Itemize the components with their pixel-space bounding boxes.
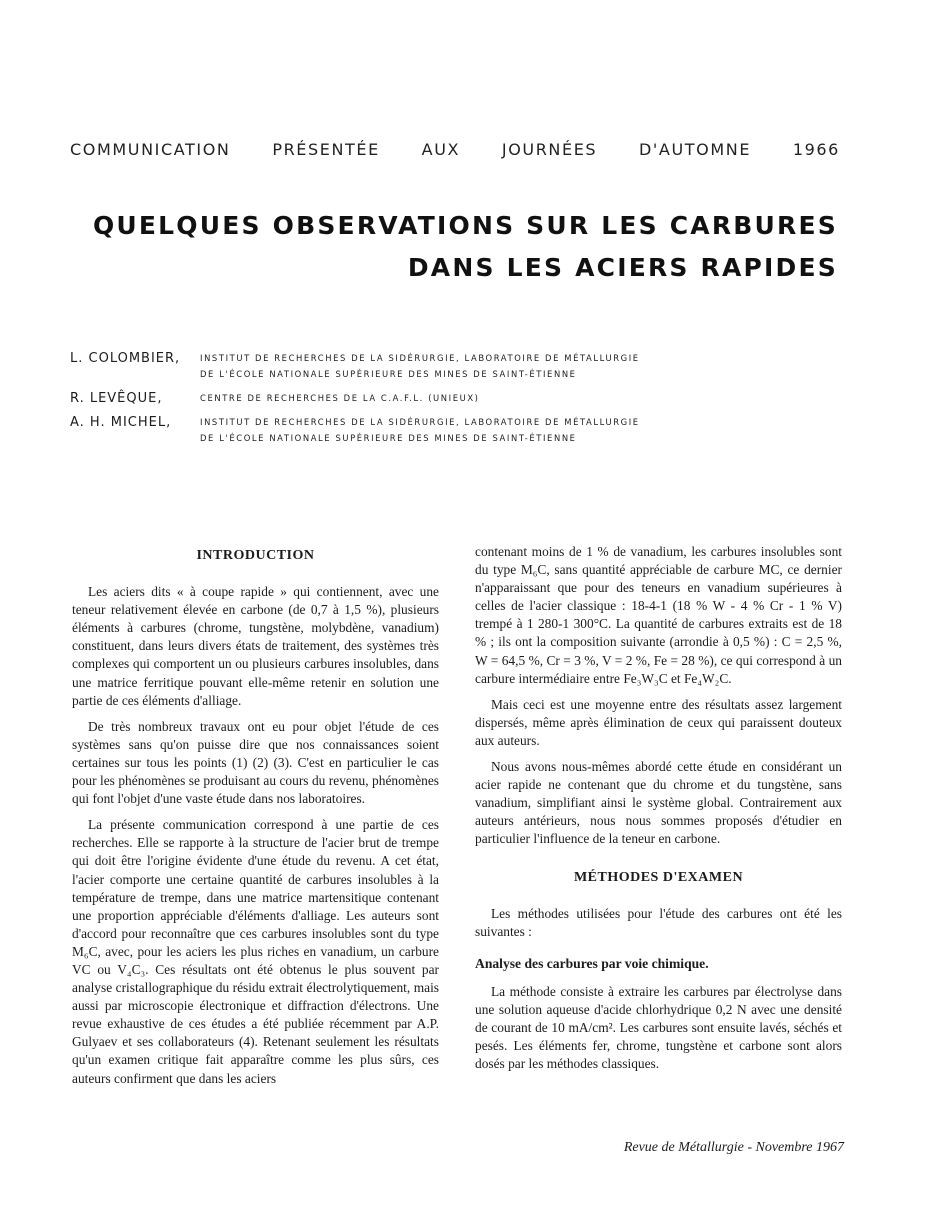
- author-name: L. COLOMBIER,: [70, 351, 181, 366]
- affiliation-line: DE L'ÉCOLE NATIONALE SUPÉRIEURE DES MINES DE SAINT-ÉTIENNE: [200, 369, 577, 379]
- right-column: [475, 543, 842, 1081]
- conference-header: [70, 140, 840, 159]
- journal-footer: Revue de Métallurgie - Novembre 1967: [623, 1140, 844, 1155]
- section-heading-introduction: INTRODUCTION: [196, 548, 315, 563]
- body-paragraph: La méthode consiste à extraire les carbures par électrolyse dans une solution aqueuse d'acide chlorhydrique 0,2 N avec une densité de courant de 10 mA/cm². Les carbures sont ensuite lavés, séchés et pesés. Les éléments fer, chrome, tungstène et carbone sont alors dosés par les méthodes classiques.: [475, 983, 842, 1072]
- title-line-1: QUELQUES OBSERVATIONS SUR LES CARBURES: [92, 211, 838, 240]
- body-paragraph: Mais ceci est une moyenne entre des résultats assez largement dispersés, même après élimination de ceux qui paraissent douteux aux auteurs.: [475, 696, 842, 748]
- author-name: R. LEVÊQUE,: [70, 391, 163, 406]
- affiliation-line: CENTRE DE RECHERCHES DE LA C.A.F.L. (UNIEUX): [200, 393, 480, 403]
- body-paragraph: Nous avons nous-mêmes abordé cette étude en considérant un acier rapide ne contenant que du chrome et du tungstène, sans vanadium, simplifiant ainsi le système global. Contrairement aux auteurs antérieurs, nous nous sommes proposés d'étudier en particulier l'influence de la teneur en carbone.: [475, 759, 842, 847]
- header-word: AUX: [421, 140, 461, 159]
- section-heading-methods: MÉTHODES D'EXAMEN: [573, 869, 744, 885]
- header-word: JOURNÉES: [501, 140, 598, 159]
- body-paragraph: Les méthodes utilisées pour l'étude des carbures ont été les suivantes :: [475, 905, 842, 939]
- author-entry: [70, 350, 640, 382]
- author-list: [70, 350, 640, 454]
- title-line-2: DANS LES ACIERS RAPIDES: [407, 253, 838, 282]
- affiliation-line: INSTITUT DE RECHERCHES DE LA SIDÉRURGIE, LABORATOIRE DE MÉTALLURGIE: [200, 417, 640, 427]
- affiliation-line: INSTITUT DE RECHERCHES DE LA SIDÉRURGIE, LABORATOIRE DE MÉTALLURGIE: [200, 353, 640, 363]
- author-affiliation: [200, 390, 480, 406]
- header-word: D'AUTOMNE: [639, 140, 752, 159]
- body-paragraph: De très nombreux travaux ont eu pour objet l'étude de ces systèmes sans qu'on puisse dire que nos connaissances soient certaines sur tous les points (1) (2) (3). C'est en particulier le cas pour les phénomènes se produisant au cours du revenu, phénomènes qui font l'objet d'une vaste étude dans nos laboratoires.: [72, 718, 439, 807]
- body-paragraph: La présente communication correspond à une partie de ces recherches. Elle se rapporte à la structure de l'acier brut de trempe qui doit être l'origine évidente d'une étude du revenu. A cet état, l'acier comporte une certaine quantité de carbures insolubles à la température de trempe, dans une matrice martensitique contenant une proportion appréciable d'éléments d'alliage. Les auteurs sont d'accord pour reconnaître que ces carbures insolubles sont du type M₆C, avec, pour les aciers les plus riches en vanadium, un carbure VC ou V₄C₃. Ces résultats ont été obtenus le plus souvent par analyse cristallographique du résidu extrait électrolytiquement, mais aussi par microscopie électronique et diffraction d'électrons. Une revue exhaustive de ces études a été publiée récemment par A.P. Gulyaev et ses collaborateurs (4). Retenant seulement les résultats qu'un examen critique fait apparaître comme les plus sûrs, ces auteurs confirment que dans les aciers: [72, 817, 439, 1086]
- header-word: COMMUNICATION: [70, 140, 231, 159]
- affiliation-line: DE L'ÉCOLE NATIONALE SUPÉRIEURE DES MINES DE SAINT-ÉTIENNE: [200, 433, 577, 443]
- body-paragraph: contenant moins de 1 % de vanadium, les carbures insolubles sont du type M₆C, sans quantité appréciable de carbure MC, ce dernier n'apparaissant que pour des teneurs en vanadium supérieures à celles de l'acier classique : 18-4-1 (18 % W - 4 % Cr - 1 % V) trempé à 1 280-1 300°C. La quantité de carbures extraits est de 18 % ; ils ont la composition suivante (arrondie à 0,5 %) : C = 2,5 %, W = 64,5 %, Cr = 3 %, V = 2 %, Fe = 28 %), ce qui correspond à un carbure intermédiaire entre Fe₃W₃C et Fe₄W₂C.: [475, 544, 842, 686]
- author-entry: [70, 390, 640, 406]
- subsection-heading: Analyse des carbures par voie chimique.: [475, 955, 709, 971]
- left-column: [72, 543, 439, 1096]
- paper-title: [93, 205, 838, 289]
- header-year: 1966: [792, 140, 840, 159]
- author-entry: [70, 414, 640, 446]
- body-paragraph: Les aciers dits « à coupe rapide » qui contiennent, avec une teneur relativement élevée en carbone (de 0,7 à 1,5 %), plusieurs éléments à carbures (chrome, tungstène, molybdène, vanadium) constituent, dans leurs divers états de traitement, des systèmes très complexes qui comportent un ou plusieurs carbures insolubles, dans une matrice ferritique pouvant elle-même retenir en solution une partie de ces éléments d'alliage.: [72, 584, 439, 708]
- header-word: PRÉSENTÉE: [272, 140, 380, 159]
- author-affiliation: [200, 414, 640, 446]
- author-affiliation: [200, 350, 640, 382]
- author-name: A. H. MICHEL,: [70, 415, 172, 430]
